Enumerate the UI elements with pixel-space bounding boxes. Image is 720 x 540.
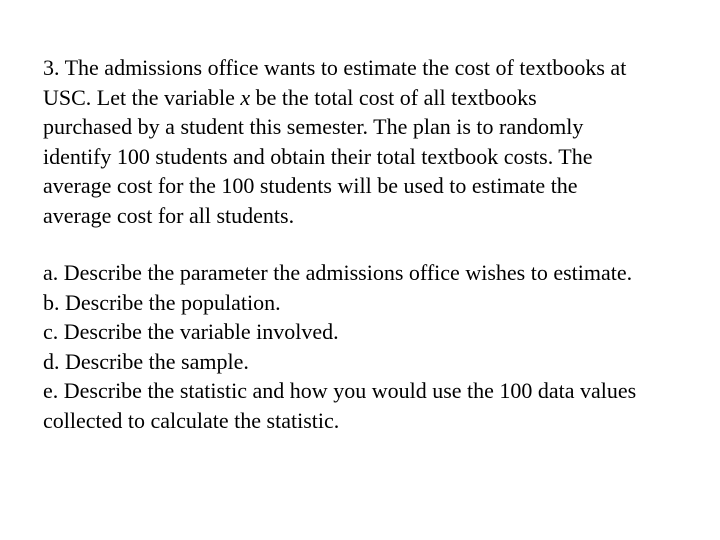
intro-line-2 xyxy=(43,83,703,113)
problem-text xyxy=(43,53,703,435)
question-e-continued: collected to calculate the statistic. xyxy=(43,407,340,433)
question-e: e. Describe the statistic and how you would use the 100 data values xyxy=(43,378,637,403)
intro-line-4: identify 100 students and obtain their total textbook costs. The xyxy=(43,143,593,169)
intro-line-2-before: USC. Let the variable xyxy=(43,84,241,110)
intro-line-3: purchased by a student this semester. The plan is to randomly xyxy=(43,114,584,139)
intro-line-2-after: be the total cost of all textbooks xyxy=(250,84,537,110)
intro-line-5: average cost for the 100 students will be used to estimate the xyxy=(43,173,578,198)
intro-line-6: average cost for all students. xyxy=(43,202,295,228)
question-a: a. Describe the parameter the admissions office wishes to estimate. xyxy=(43,260,633,285)
question-b: b. Describe the population. xyxy=(43,289,281,315)
intro-line-1: 3. The admissions office wants to estimate the cost of textbooks at xyxy=(43,55,627,80)
variable-x: x xyxy=(240,84,251,110)
paragraph-gap xyxy=(43,230,703,258)
question-c: c. Describe the variable involved. xyxy=(43,319,339,344)
question-d: d. Describe the sample. xyxy=(43,348,249,374)
